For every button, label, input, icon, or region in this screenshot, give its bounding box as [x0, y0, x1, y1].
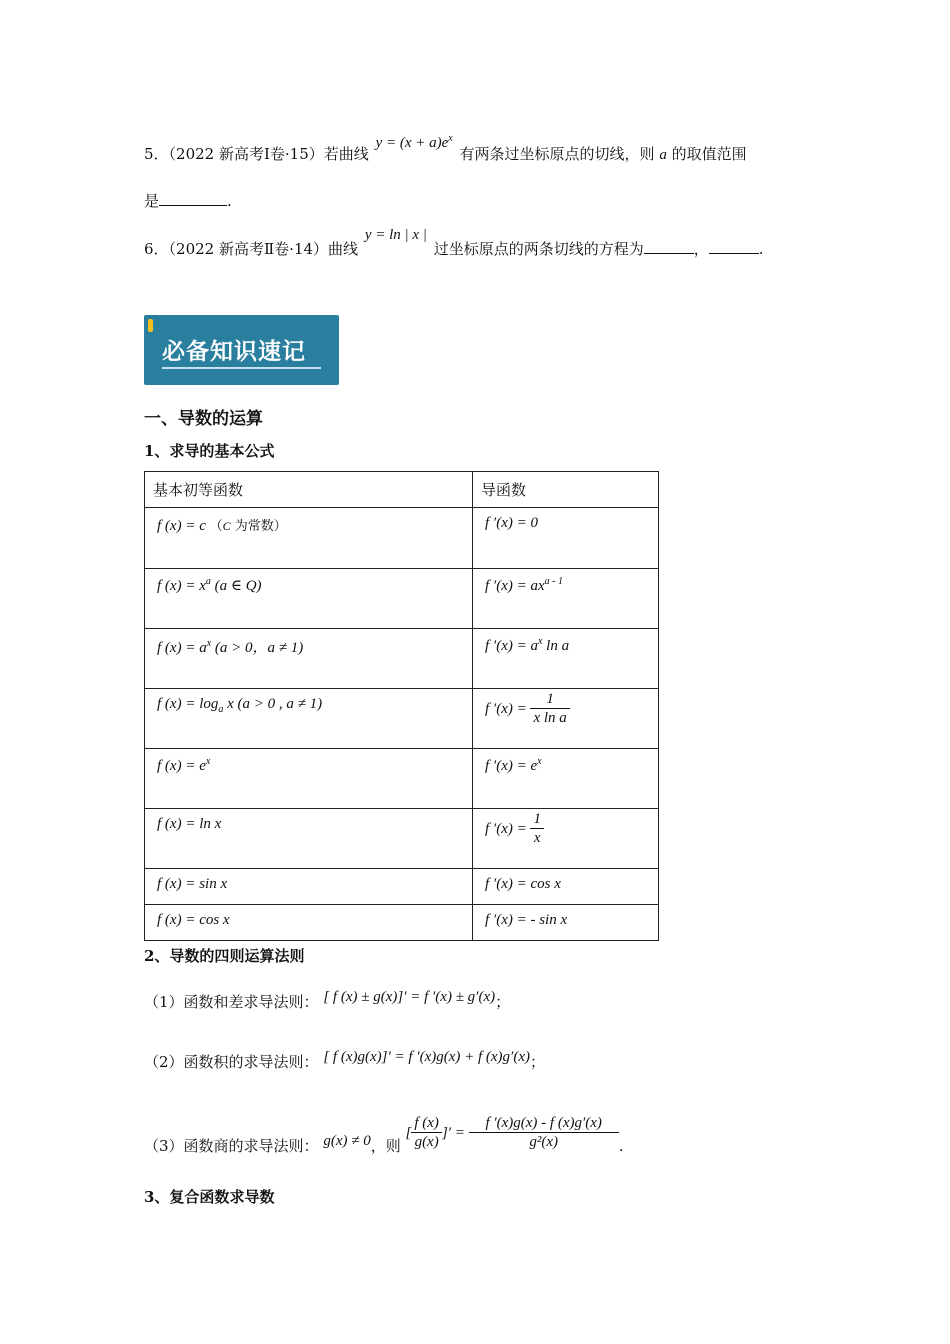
table-row [145, 689, 659, 749]
banner-title: 必备知识速记 [162, 339, 306, 365]
formula-derivative: f $'(x) = e^x$ [473, 749, 659, 809]
table-row [145, 809, 659, 869]
table-header-function: 基本初等函数 [145, 472, 473, 508]
table-row [145, 569, 659, 629]
problem-6-curve: y = ln | x | [364, 227, 427, 243]
rule-1-formula: [ f (x) ± g(x)]′ = f ′(x) ± g′(x) [323, 989, 496, 1005]
formula-derivative: f ′(x) = $\frac{1}{x}$ [473, 809, 659, 869]
formula-function: f (x) = ln x [145, 809, 473, 869]
problem-5-lead: 5．（2022 新高考Ⅰ卷·15）若曲线 [144, 145, 369, 163]
formula-function: f (x) = c （C 为常数） [145, 508, 473, 569]
subsection-3-title: 3、复合函数求导数 [144, 1188, 275, 1206]
problem-5-curve: $y = (x + a)e^x$ [375, 133, 453, 151]
problem-5-mid: 有两条过坐标原点的切线，则 [459, 145, 655, 163]
knowledge-banner [144, 315, 339, 385]
formula-derivative: f ′(x) = cos x [473, 869, 659, 905]
rule-quotient: （3）函数商的求导法则： g(x) ≠ 0，则 [ $\frac{f (x)}{g(x)}$ ]′ = $\frac{f '(x)g(x) - f (x)g'(x)}{\text{g²(x)}}$ . [144, 1115, 624, 1155]
table-row [145, 905, 659, 941]
formula-function: f $(x) = x^a$ (a ∈ Q) [145, 569, 473, 629]
rule-1-label: （1）函数和差求导法则： [144, 993, 319, 1011]
answer-blank-6a[interactable] [644, 239, 694, 254]
subsection-1-title: 1、求导的基本公式 [144, 442, 275, 460]
table-row [145, 749, 659, 809]
banner-underline [162, 367, 321, 369]
table-row [145, 508, 659, 569]
rule-2-label: （2）函数积的求导法则： [144, 1053, 319, 1071]
rule-sum-difference: （1）函数和差求导法则： [ f (x) ± g(x)]′ = f ′(x) ± g′(x)； [144, 989, 511, 1011]
subsection-2-title: 2、导数的四则运算法则 [144, 947, 305, 965]
answer-blank-6b[interactable] [709, 239, 759, 254]
formula-derivative: f ′(x) = - sin x [473, 905, 659, 941]
problem-5-line2: 是 . [144, 192, 232, 210]
formula-derivative: f ′(x) = $\frac{1}{\text{x ln a}}$ [473, 689, 659, 749]
problem-5-var: a [659, 147, 667, 163]
section-1-title: 一、导数的运算 [144, 409, 263, 429]
formula-derivative: f ′(x) = 0 [473, 508, 659, 569]
rule-3-formula: [ $\frac{f (x)}{g(x)}$ ]′ = $\frac{f '(x)g(x) - f (x)g'(x)}{\text{g²(x)}}$ [406, 1115, 619, 1152]
answer-blank-5[interactable] [159, 191, 227, 206]
problem-5-tail: 的取值范围 [671, 145, 747, 163]
problem-6-lead: 6．（2022 新高考Ⅱ卷·14）曲线 [144, 240, 359, 258]
rule-2-formula: [ f (x)g(x)]′ = f ′(x)g(x) + f (x)g′(x) [323, 1049, 530, 1065]
formula-function: f $(x) = \log_a x$ (a > 0 , a ≠ 1) [145, 689, 473, 749]
problem-6-mid: 过坐标原点的两条切线的方程为 [433, 240, 644, 258]
formula-function: f (x) = sin x [145, 869, 473, 905]
formula-function: f (x) = cos x [145, 905, 473, 941]
derivative-formula-table [144, 471, 659, 941]
table-row [145, 869, 659, 905]
rule-3-label: （3）函数商的求导法则： [144, 1136, 319, 1155]
formula-function: f $(x) = e^x$ [145, 749, 473, 809]
formula-derivative: f $'(x) = a^x$ ln a [473, 629, 659, 689]
problem-6: 6．（2022 新高考Ⅱ卷·14）曲线 y = ln | x | 过坐标原点的两条切线的方程为 ， . [144, 227, 764, 258]
table-header-row [145, 472, 659, 508]
banner-accent [148, 319, 153, 332]
formula-derivative: f $'(x) = ax^{a - 1}$ [473, 569, 659, 629]
rule-product: （2）函数积的求导法则： [ f (x)g(x)]′ = f ′(x)g(x) + f (x)g′(x)； [144, 1049, 545, 1071]
rule-3-condition: g(x) ≠ 0 [323, 1132, 371, 1149]
problem-5 [144, 133, 747, 165]
table-header-derivative: 导函数 [473, 472, 659, 508]
formula-function: f $(x) = a^x$ (a > 0，a ≠ 1) [145, 629, 473, 689]
table-row [145, 629, 659, 689]
